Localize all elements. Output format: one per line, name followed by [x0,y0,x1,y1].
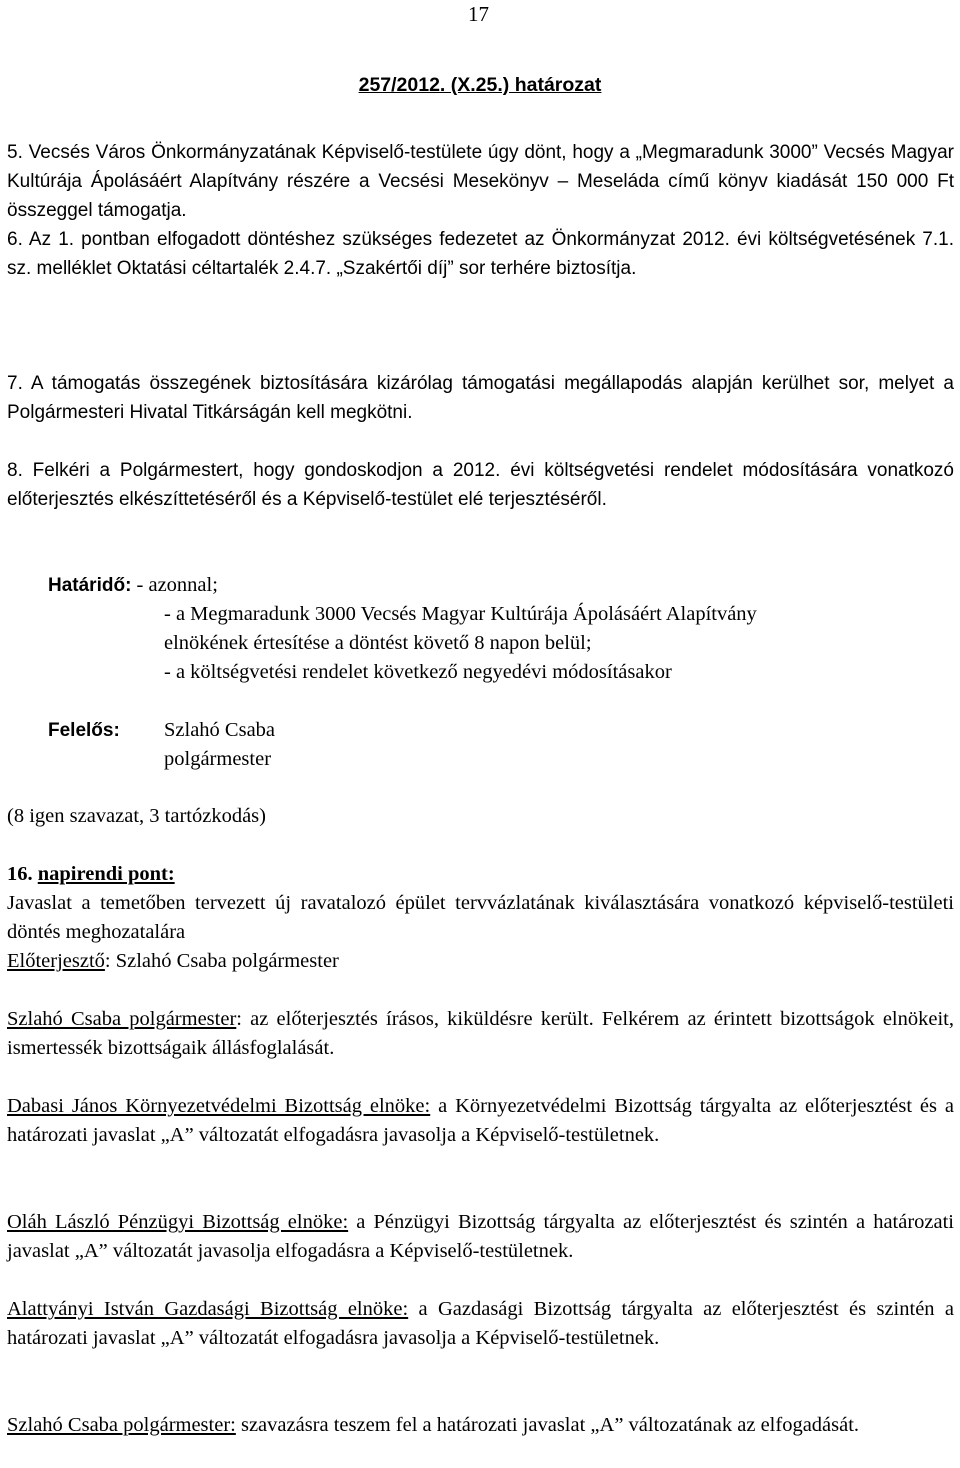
resolution-point-7: 7. A támogatás összegének biztosítására kizárólag támogatási megállapodás alapján kerülhet sor, melyet a Polgármesteri Hivatal Titkárságán kell megkötni. [7,373,954,423]
resolution-point-6: 6. Az 1. pontban elfogadott döntéshez szükséges fedezetet az Önkormányzat 2012. évi költségvetésének 7.1. sz. melléklet Oktatási céltartalék 2.4.7. „Szakértői díj” sor terhére biztosítja. [7,229,954,279]
deadline-label: Határidő: [48,575,132,596]
statement-mayor-vote: Szlahó Csaba polgármester: szavazásra teszem fel a határozati javaslat „A” változatának az elfogadását. [7,1414,860,1436]
presenter-line: Előterjesztő: Szlahó Csaba polgármester [7,950,339,972]
resolution-point-8: 8. Felkéri a Polgármestert, hogy gondoskodjon a 2012. évi költségvetési rendelet módosítására vonatkozó előterjesztés elkészíttetéséről és a Képviselő-testület elé terjesztéséről. [7,460,954,510]
deadline-line-3: elnökének értesítése a döntést követő 8 napon belül; [164,632,592,654]
deadline-line-2: - a Megmaradunk 3000 Vecsés Magyar Kultúrája Ápolásáért Alapítvány [164,603,757,625]
responsible-role: polgármester [164,748,272,770]
vote-result: (8 igen szavazat, 3 tartózkodás) [7,805,266,827]
resolution-title: 257/2012. (X.25.) határozat [358,74,602,96]
statement-environment-committee: Dabasi János Környezetvédelmi Bizottság elnöke: a Környezetvédelmi Bizottság tárgyalta az előterjesztést és a határozati javaslat „A” változatát elfogadásra javasolja a Képviselő-testületnek. [7,1095,954,1146]
deadline-row [48,571,218,600]
statement-economic-committee: Alattyányi István Gazdasági Bizottság elnöke: a Gazdasági Bizottság tárgyalta az előterjesztést és szintén a határozati javaslat „A” változatát elfogadásra javasolja a Képviselő-testületnek. [7,1298,954,1349]
agenda-heading: 16. napirendi pont: [7,863,175,885]
statement-finance-committee: Oláh László Pénzügyi Bizottság elnöke: a Pénzügyi Bizottság tárgyalta az előterjesztést és szintén a határozati javaslat „A” változatát javasolja elfogadásra a Képviselő-testületnek. [7,1211,955,1262]
statement-mayor-intro: Szlahó Csaba polgármester: az előterjesztés írásos, kiküldésre került. Felkérem az érintett bizottságok elnökeit, ismertessék bizottságaik állásfoglalását. [7,1008,954,1059]
agenda-subject: Javaslat a temetőben tervezett új ravatalozó épület tervvázlatának kiválasztására vonatkozó képviselő-testületi döntés meghozatalára [7,892,954,943]
deadline-line-4: - a költségvetési rendelet következő negyedévi módosításakor [164,661,672,683]
deadline-line-1: - azonnal; [136,574,218,596]
responsible-label: Felelős: [48,720,120,741]
page-number: 17 [468,2,489,26]
resolution-point-5: 5. Vecsés Város Önkormányzatának Képviselő-testülete úgy dönt, hogy a „Megmaradunk 3000” Vecsés Magyar Kultúrája Ápolásáért Alapítvány részére a Vecsési Mesekönyv – Meseláda című könyv kiadását 150 000 Ft összeggel támogatja. [7,142,954,221]
responsible-name: Szlahó Csaba [164,719,276,741]
